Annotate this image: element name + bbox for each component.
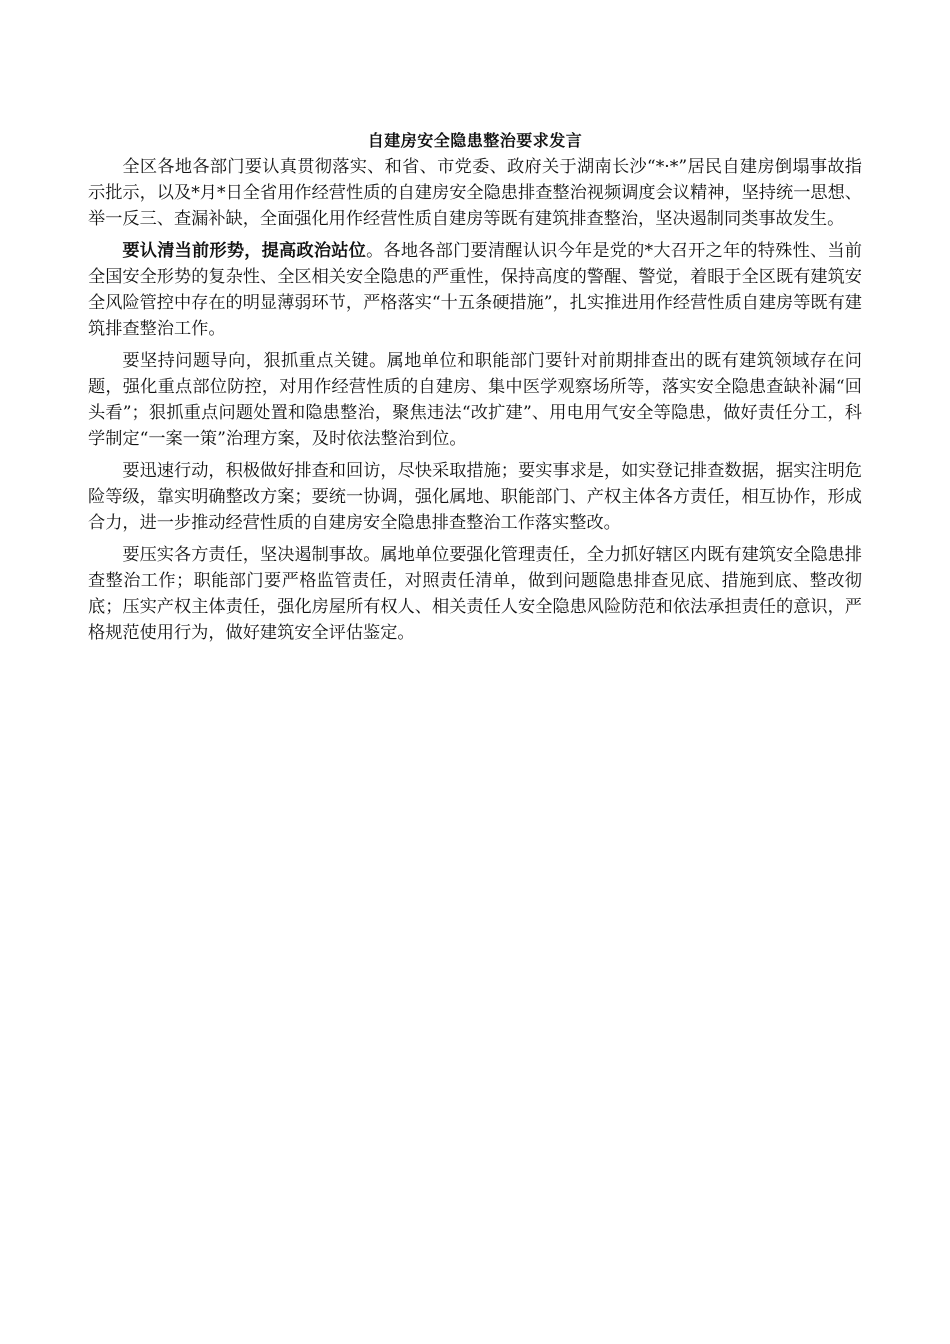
paragraph-lead-heading: 要认清当前形势，提高政治站位	[122, 241, 367, 261]
paragraph-text: 要坚持问题导向，狠抓重点关键。属地单位和职能部门要针对前期排查出的既有建筑领域存在问题，强化重点部位防控，对用作经营性质的自建房、集中医学观察场所等，落实安全隐患查缺补漏“回头看”；狠抓重点问题处置和隐患整治，聚焦违法“改扩建”、用电用气安全等隐患，做好责任分工，科学制定“一案一策”治理方案，及时依法整治到位。	[88, 351, 862, 449]
paragraph-situation	[88, 238, 862, 342]
paragraph-responsibility	[88, 542, 862, 646]
paragraph-text: 。各地各部门要清醒认识今年是党的*大召开之年的特殊性、当前全国安全形势的复杂性、全区相关安全隐患的严重性，保持高度的警醒、警觉，着眼于全区既有建筑安全风险管控中存在的明显薄弱环节，严格落实“十五条硬措施”，扎实推进用作经营性质自建房等既有建筑排查整治工作。	[88, 241, 862, 339]
document-title: 自建房安全隐患整治要求发言	[367, 131, 583, 150]
paragraph-problem-orientation	[88, 348, 862, 452]
paragraph-text: 全区各地各部门要认真贯彻落实、和省、市党委、政府关于湖南长沙“*·*”居民自建房倒塌事故指示批示，以及*月*日全省用作经营性质的自建房安全隐患排查整治视频调度会议精神，坚持统一思想、举一反三、查漏补缺，全面强化用作经营性质自建房等既有建筑排查整治，坚决遏制同类事故发生。	[88, 157, 862, 229]
paragraph-intro	[88, 154, 862, 232]
paragraph-text: 要迅速行动，积极做好排查和回访，尽快采取措施；要实事求是，如实登记排查数据，据实注明危险等级，靠实明确整改方案；要统一协调，强化属地、职能部门、产权主体各方责任，相互协作，形成合力，进一步推动经营性质的自建房安全隐患排查整治工作落实整改。	[88, 461, 862, 533]
paragraph-rapid-action	[88, 458, 862, 536]
document-body	[88, 130, 862, 652]
paragraph-text: 要压实各方责任，坚决遏制事故。属地单位要强化管理责任，全力抓好辖区内既有建筑安全隐患排查整治工作；职能部门要严格监管责任，对照责任清单，做到问题隐患排查见底、措施到底、整改彻底；压实产权主体责任，强化房屋所有权人、相关责任人安全隐患风险防范和依法承担责任的意识，严格规范使用行为，做好建筑安全评估鉴定。	[88, 545, 862, 643]
